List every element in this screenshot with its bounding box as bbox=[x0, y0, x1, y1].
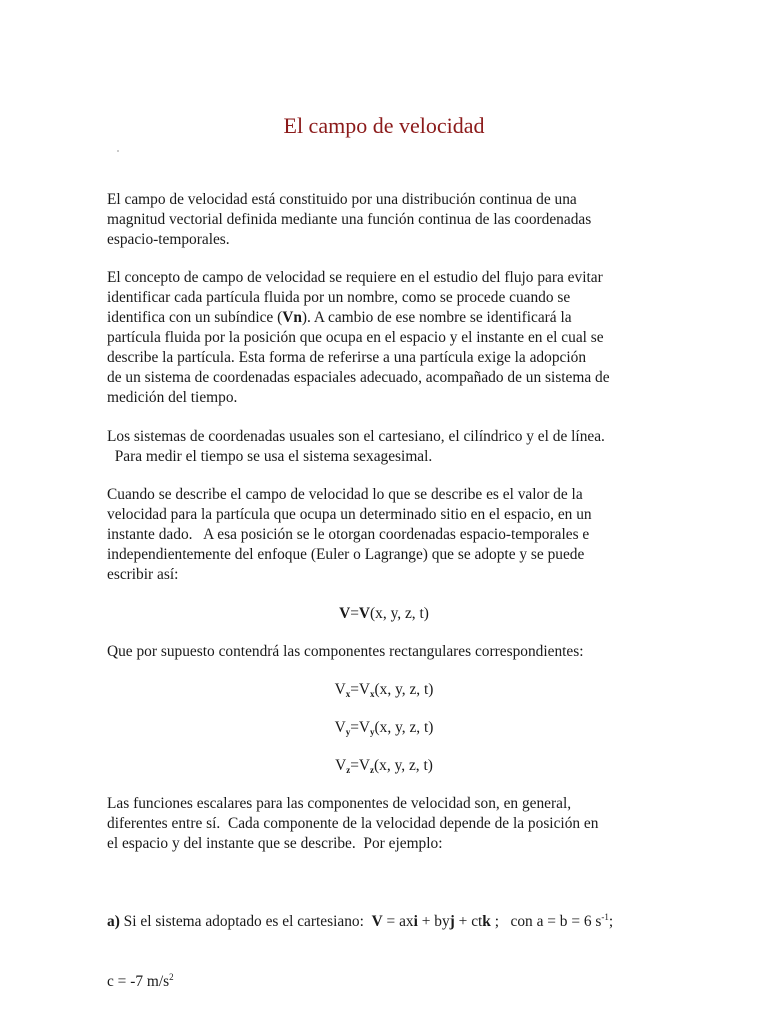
equals-sign: = bbox=[350, 681, 359, 698]
equals-sign: = bbox=[350, 605, 359, 622]
text-line: diferentes entre sí. Cada componente de la velocidad depende de la posición en bbox=[107, 815, 599, 832]
text-line: Los sistemas de coordenadas usuales son el cartesiano, el cilíndrico y el de línea. bbox=[107, 428, 605, 445]
text-line: describe la partícula. Esta forma de referirse a una partícula exige la adopción bbox=[107, 349, 587, 366]
text-segment: identifica con un subíndice ( bbox=[107, 309, 283, 326]
text-line: de un sistema de coordenadas espaciales adecuado, acompañado de un sistema de bbox=[107, 369, 610, 386]
text-segment: c = -7 m/s bbox=[107, 973, 170, 990]
equation-vx bbox=[0, 680, 768, 700]
equation-args: (x, y, z, t) bbox=[370, 605, 429, 622]
paragraph-definition bbox=[107, 190, 667, 250]
symbol-v: V bbox=[334, 719, 346, 736]
unit-vector-i: i bbox=[413, 913, 418, 930]
example-label: a) bbox=[107, 913, 120, 930]
bold-symbol-vn: Vn bbox=[282, 309, 302, 326]
text-line bbox=[107, 972, 667, 992]
superscript: -1 bbox=[601, 912, 609, 922]
equation-vy bbox=[0, 718, 768, 738]
text-segment: Si el sistema adoptado es el cartesiano: bbox=[119, 913, 372, 930]
unit-vector-k: k bbox=[482, 913, 491, 930]
text-segment: ). A cambio de ese nombre se identificará la bbox=[301, 309, 572, 326]
paragraph-components-intro bbox=[107, 642, 667, 662]
paragraph-scalar-functions bbox=[107, 794, 667, 854]
text-segment: ; bbox=[608, 913, 614, 930]
text-line: velocidad para la partícula que ocupa un determinado sitio en el espacio, en un bbox=[107, 506, 592, 523]
unit-vector-j: j bbox=[449, 913, 455, 930]
equation-args: (x, y, z, t) bbox=[374, 681, 434, 698]
symbol-v: V bbox=[358, 719, 371, 736]
text-line bbox=[107, 308, 667, 328]
text-line: independientemente del enfoque (Euler o Lagrange) que se adopte y se puede bbox=[107, 546, 585, 563]
text-line: Que por supuesto contendrá las componentes rectangulares correspondientes: bbox=[107, 643, 584, 660]
example-a bbox=[107, 872, 667, 1032]
text-segment: + by bbox=[417, 913, 450, 930]
paragraph-description bbox=[107, 485, 667, 585]
equals-sign: = bbox=[350, 719, 359, 736]
text-line: el espacio y del instante que se describe. Por ejemplo: bbox=[107, 835, 443, 852]
text-line bbox=[107, 912, 667, 932]
text-line: espacio-temporales. bbox=[107, 231, 230, 248]
decorative-dot bbox=[117, 150, 119, 152]
text-segment: + ct bbox=[454, 913, 483, 930]
text-segment: ; con a = b = 6 s bbox=[490, 913, 602, 930]
symbol-v: V bbox=[334, 681, 346, 698]
text-line: magnitud vectorial definida mediante una función continua de las coordenadas bbox=[107, 211, 592, 228]
subscript: x bbox=[370, 689, 375, 699]
symbol-v: V bbox=[339, 605, 351, 622]
equation-velocity-field bbox=[0, 604, 768, 624]
text-line: medición del tiempo. bbox=[107, 389, 238, 406]
text-line: identificar cada partícula fluida por un nombre, como se procede cuando se bbox=[107, 289, 571, 306]
equals-sign: = bbox=[350, 757, 359, 774]
equation-vz bbox=[0, 756, 768, 776]
symbol-v: V bbox=[358, 757, 371, 774]
text-line: instante dado. A esa posición se le otorgan coordenadas espacio-temporales e bbox=[107, 526, 590, 543]
text-line: escribir así: bbox=[107, 566, 179, 583]
text-line: Cuando se describe el campo de velocidad lo que se describe es el valor de la bbox=[107, 486, 583, 503]
text-line: partícula fluida por la posición que ocupa en el espacio y el instante en el cual se bbox=[107, 329, 604, 346]
subscript: z bbox=[370, 765, 375, 775]
text-line: El concepto de campo de velocidad se requiere en el estudio del flujo para evitar bbox=[107, 269, 603, 286]
text-line: El campo de velocidad está constituido por una distribución continua de una bbox=[107, 191, 577, 208]
paragraph-concept bbox=[107, 268, 667, 408]
page-title: El campo de velocidad bbox=[283, 113, 485, 138]
subscript: y bbox=[345, 727, 351, 737]
paragraph-coordinate-systems bbox=[107, 427, 667, 467]
symbol-v: V bbox=[358, 605, 371, 622]
symbol-v: V bbox=[335, 757, 347, 774]
subscript: y bbox=[370, 727, 375, 737]
equation-args: (x, y, z, t) bbox=[374, 719, 434, 736]
text-line: Las funciones escalares para las componentes de velocidad son, en general, bbox=[107, 795, 572, 812]
equation-args: (x, y, z, t) bbox=[374, 757, 433, 774]
subscript: z bbox=[346, 765, 351, 775]
symbol-v: V bbox=[358, 681, 371, 698]
superscript: 2 bbox=[169, 972, 174, 982]
subscript: x bbox=[345, 689, 351, 699]
text-segment: = ax bbox=[382, 913, 414, 930]
symbol-v: V bbox=[371, 913, 383, 930]
text-line: Para medir el tiempo se usa el sistema sexagesimal. bbox=[107, 448, 433, 465]
